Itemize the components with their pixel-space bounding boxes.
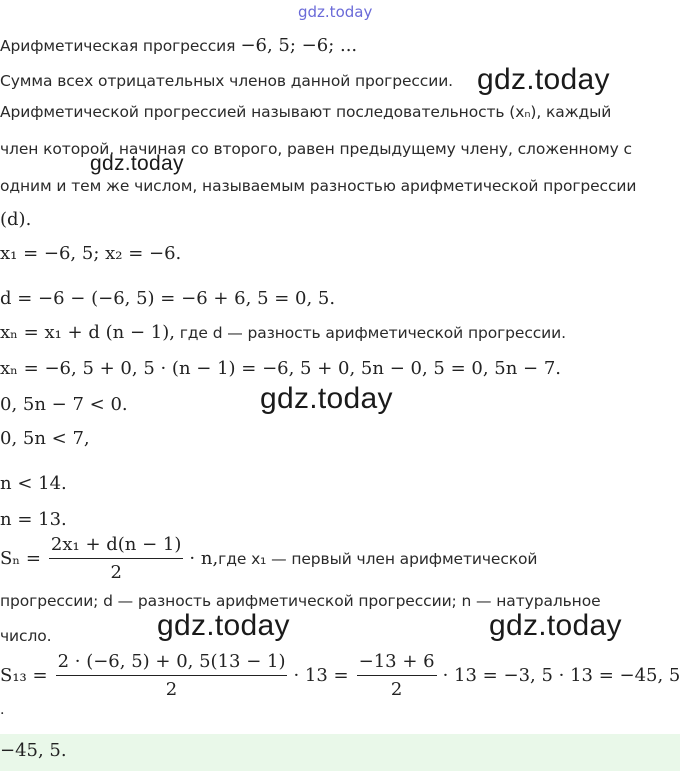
problem-statement	[0, 35, 357, 56]
watermark: gdz.today	[489, 609, 622, 642]
watermark: gdz.today	[157, 609, 290, 642]
watermark-top: gdz.today	[298, 3, 373, 21]
step-general-formula	[0, 322, 566, 343]
answer-value: −45, 5.	[0, 740, 67, 761]
calc-denominator: 2	[390, 679, 403, 700]
problem-task: Сумма всех отрицательных членов данной прогрессии.	[0, 72, 453, 90]
step-first-terms: x₁ = −6, 5; x₂ = −6.	[0, 243, 182, 264]
step-n-value: n = 13.	[0, 509, 67, 530]
calc-denominator: 2	[165, 679, 178, 700]
answer-box	[0, 734, 680, 771]
sum-numerator: 2x₁ + d(n − 1)	[49, 534, 183, 559]
general-formula: xₙ = x₁ + d (n − 1),	[0, 322, 175, 343]
watermark: gdz.today	[90, 152, 184, 175]
step-nth-term: xₙ = −6, 5 + 0, 5 · (n − 1) = −6, 5 + 0, 5n − 0, 5 = 0, 5n − 7.	[0, 358, 562, 379]
sum-lhs: Sₙ =	[0, 548, 41, 569]
watermark: gdz.today	[477, 63, 610, 96]
sum-formula	[0, 534, 537, 583]
calc-numerator: −13 + 6	[357, 651, 437, 676]
calc-fraction-2	[357, 651, 437, 700]
definition-line: одним и тем же числом, называемым разностью арифметической прогрессии	[0, 177, 637, 195]
calc-dot: .	[0, 702, 5, 718]
general-formula-note: где d — разность арифметической прогрессии.	[174, 324, 566, 342]
step-inequality: n < 14.	[0, 473, 67, 494]
sum-fraction	[49, 534, 183, 583]
sum-denominator: 2	[110, 562, 122, 583]
sum-calculation	[0, 651, 680, 700]
definition-line: член которой, начиная со второго, равен предыдущему члену, сложенному с	[0, 140, 632, 158]
calc-mid: · 13 =	[293, 665, 349, 686]
calc-numerator: 2 · (−6, 5) + 0, 5(13 − 1)	[56, 651, 288, 676]
step-inequality: 0, 5n < 7,	[0, 428, 90, 449]
step-inequality: 0, 5n − 7 < 0.	[0, 394, 128, 415]
sum-note-line: число.	[0, 627, 52, 645]
calc-lhs: S₁₃ =	[0, 665, 48, 686]
progression-terms: −6, 5; −6; ...	[240, 35, 358, 56]
definition-line: (d).	[0, 209, 32, 230]
sum-tail: · n,	[189, 548, 219, 569]
calc-fraction-1	[56, 651, 288, 700]
step-difference: d = −6 − (−6, 5) = −6 + 6, 5 = 0, 5.	[0, 288, 336, 309]
watermark: gdz.today	[260, 382, 393, 415]
problem-title: Арифметическая прогрессия	[0, 37, 236, 55]
sum-note-line: прогрессии; d — разность арифметической прогрессии; n — натуральное	[0, 592, 601, 610]
sum-note: где x₁ — первый член арифметической	[218, 549, 538, 568]
calc-tail: · 13 = −3, 5 · 13 = −45, 5	[442, 665, 680, 686]
definition-line: Арифметической прогрессией называют последовательность (xₙ), каждый	[0, 103, 612, 121]
